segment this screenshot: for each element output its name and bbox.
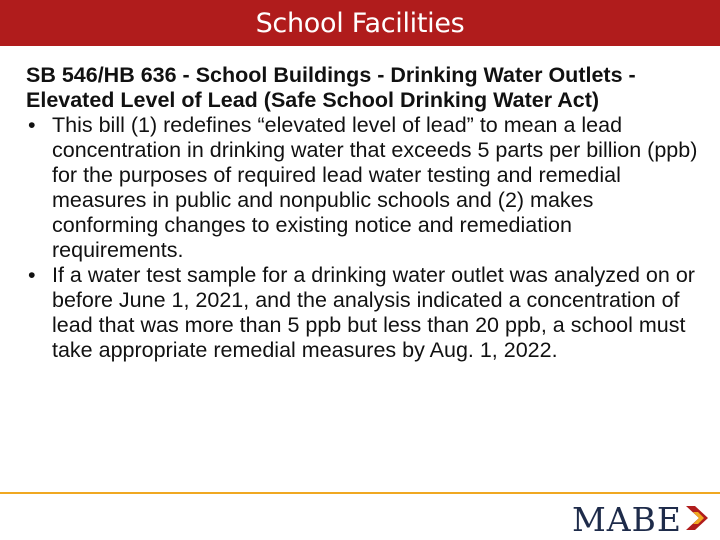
mabe-logo: [572, 500, 710, 540]
bullet-text: This bill (1) redefines “elevated level of lead” to mean a lead concentration in drinking water that exceeds 5 parts per billion (ppb) for the purposes of required lead water testing and remedial measures in public and nonpublic schools and (2) makes conforming changes to existing notice and remediation requirements.: [52, 113, 698, 262]
chevron-arrow-icon: [684, 503, 710, 538]
bullet-marker: •: [28, 113, 36, 137]
bullet-list: [26, 113, 698, 363]
bill-heading: SB 546/HB 636 - School Buildings - Drinking Water Outlets - Elevated Level of Lead (Safe School Drinking Water Act): [26, 63, 636, 112]
title-bar: [0, 0, 720, 46]
bullet-item: [26, 263, 698, 363]
bullet-text: If a water test sample for a drinking water outlet was analyzed on or before June 1, 2021, and the analysis indicated a concentration of lead that was more than 5 ppb but less than 20 ppb, a school must take appropriate remedial measures by Aug. 1, 2022.: [52, 263, 695, 362]
slide-content: [26, 63, 698, 363]
slide-title: School Facilities: [255, 7, 465, 39]
bullet-item: [26, 113, 698, 263]
bullet-marker: •: [28, 263, 36, 287]
logo-text: MABE: [572, 500, 682, 539]
footer-divider: [0, 492, 720, 494]
